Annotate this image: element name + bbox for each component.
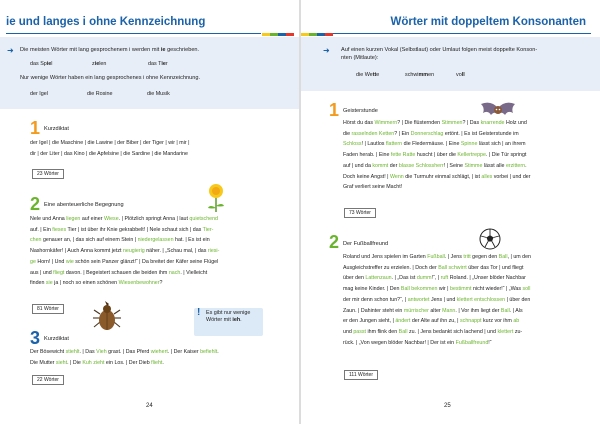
dictation-text: Der Bösewicht stiehlt. | Das Vieh grast. | Das Pferd wiehert. | Der Kaiser befiehlt. Die Mutter sieht. | Die Kuh zieht ein Los. | Der Dieb flieht. (30, 349, 219, 366)
left-page (0, 0, 299, 424)
page-number: 24 (146, 403, 153, 409)
title-rule (6, 33, 261, 34)
example-word: der Igel (30, 91, 48, 97)
example-word: das Tier (148, 61, 168, 67)
football-icon (479, 228, 501, 250)
dandelion-icon (204, 182, 228, 212)
rule-text: Die meisten Wörter mit lang gesprochenem i werden mit ie geschrieben. (20, 47, 200, 53)
section-number: 2 (30, 194, 41, 214)
section-title: Der Fußballfreund (343, 241, 389, 247)
section-title: Kurzdiktat (44, 126, 69, 132)
example-word: die Rosine (87, 91, 113, 97)
dictation-text: der Igel | die Maschine | die Lawine | der Biber | der Tiger | wir | mir | dir | der Liter | das Kino | die Apfelsine | die Sardine | die Mandarine (30, 140, 190, 157)
arrow-right-icon: ➜ (323, 46, 330, 55)
word-count: 23 Wörter (32, 169, 64, 179)
section-number: 1 (30, 118, 41, 138)
arrow-right-icon: ➜ (7, 46, 14, 55)
section-title: Eine abenteuerliche Begegnung (44, 202, 124, 208)
section-title: Kurzdiktat (44, 336, 69, 342)
example-word: das Spiel (30, 61, 53, 67)
hint-box: ! Es gibt nur wenige Wörter mit ieh. (194, 308, 263, 336)
example-word: schwimmen (405, 72, 435, 78)
right-page-title: Wörter mit doppeltem Konsonanten (390, 16, 586, 28)
word-count: 81 Wörter (32, 304, 64, 314)
beetle-icon (92, 300, 122, 332)
left-page-title: ie und langes i ohne Kennzeichnung (6, 16, 206, 28)
example-word: voll (456, 72, 465, 78)
section-number: 3 (30, 328, 41, 348)
story-text: Roland und Jens spielen im Garten Fußball. | Jens tritt gegen den Ball, | um den Ausgleichstreffer zu erzielen. | Doch der Ball schwirrt über das Tor | und fliegt über den Lattenzaun. | „Das ist dumm!“, | ruft Roland. | „Unser blöder Nachbar mag keine Kinder. | Den Ball bekommen wir | bestimmt nicht wieder!“ | „Was soll der mir denn schon tun?“, | antwortet Jens | und klettert entschlossen | über den Zaun. | Dahinter steht ein mürrischer alter Mann. | Vor ihm liegt der Ball. | Als er den Jungen sieht, | ändert der Alte auf ihn zu, | schnappt kurz vor ihm ab und passt ihm flink den Ball zu. | Jens bedankt sich lachend | und klettert zu- rück. | „Von wegen blöder Nachbar! | Der ist ein Fußballfreund!“ (343, 254, 531, 346)
title-rule (333, 33, 591, 34)
word-count: 111 Wörter (344, 370, 378, 380)
example-word: die Musik (147, 91, 170, 97)
color-stripe (262, 33, 294, 36)
story-text: Hörst du das Wimmern? | Die flüsternden Stimmen? | Das knarrende Holz und die rasselnden Ketten? | Ein Donnerschlag ertönt. | Es ist Geisterstunde im Schloss! | Lautlos flattern die Fledermäuse. | Eine Spinne lässt sich | an ihrem Faden herab. | Eine fette Ratte huscht | über die Kellertreppe. | Die Tür springt auf | und da kommt der blasse Schlossherr! | Seine Stimme lässt alle erzittern. Doch keine Angst! | Wenn die Turmuhr einmal schlägt, | ist alles vorbei | und der Graf verliert seine Macht! (343, 120, 531, 191)
section-number: 2 (329, 232, 340, 252)
story-text: Nele und Anna liegen auf einer Wiese. | Plötzlich springt Anna | laut quietschend auf. | Ein fieses Tier | ist über ihr Knie gekrabbelt! | Nele schaut sich | das Tier- chen genauer an, | das sich auf einem Stein | niedergelassen hat. | Es ist ein Nashornkäfer! | Auch Anna kommt jetzt neugierig näher. | „Schau mal, | das riesi- ge Horn! | Und wie schön sein Panzer glänzt!“ | Da breitet der Käfer seine Flügel aus | und fliegt davon. | Begeistert schauen die beiden ihm nach. | Vielleicht finden sie ja | noch so einen schönen Wiesenbewohner? (30, 216, 220, 287)
example-word: die Wette (356, 72, 380, 78)
example-word: zielen (92, 61, 107, 67)
rule-box (0, 37, 299, 109)
color-stripe (301, 33, 333, 36)
rule-text: Auf einen kurzen Vokal (Selbstlaut) oder Umlaut folgen meist doppelte Konson- nten (Mitlaute): (341, 47, 538, 61)
section-title: Geisterstunde (343, 108, 378, 114)
right-page (301, 0, 600, 424)
exclamation-icon: ! (197, 307, 201, 318)
word-count: 73 Wörter (344, 208, 376, 218)
rule-text-2: Nur wenige Wörter haben ein lang gesprochenes i ohne Kennzeichnung. (20, 75, 201, 81)
rule-box (301, 37, 600, 91)
section-number: 1 (329, 100, 340, 120)
page-number: 25 (444, 403, 451, 409)
word-count: 22 Wörter (32, 375, 64, 385)
